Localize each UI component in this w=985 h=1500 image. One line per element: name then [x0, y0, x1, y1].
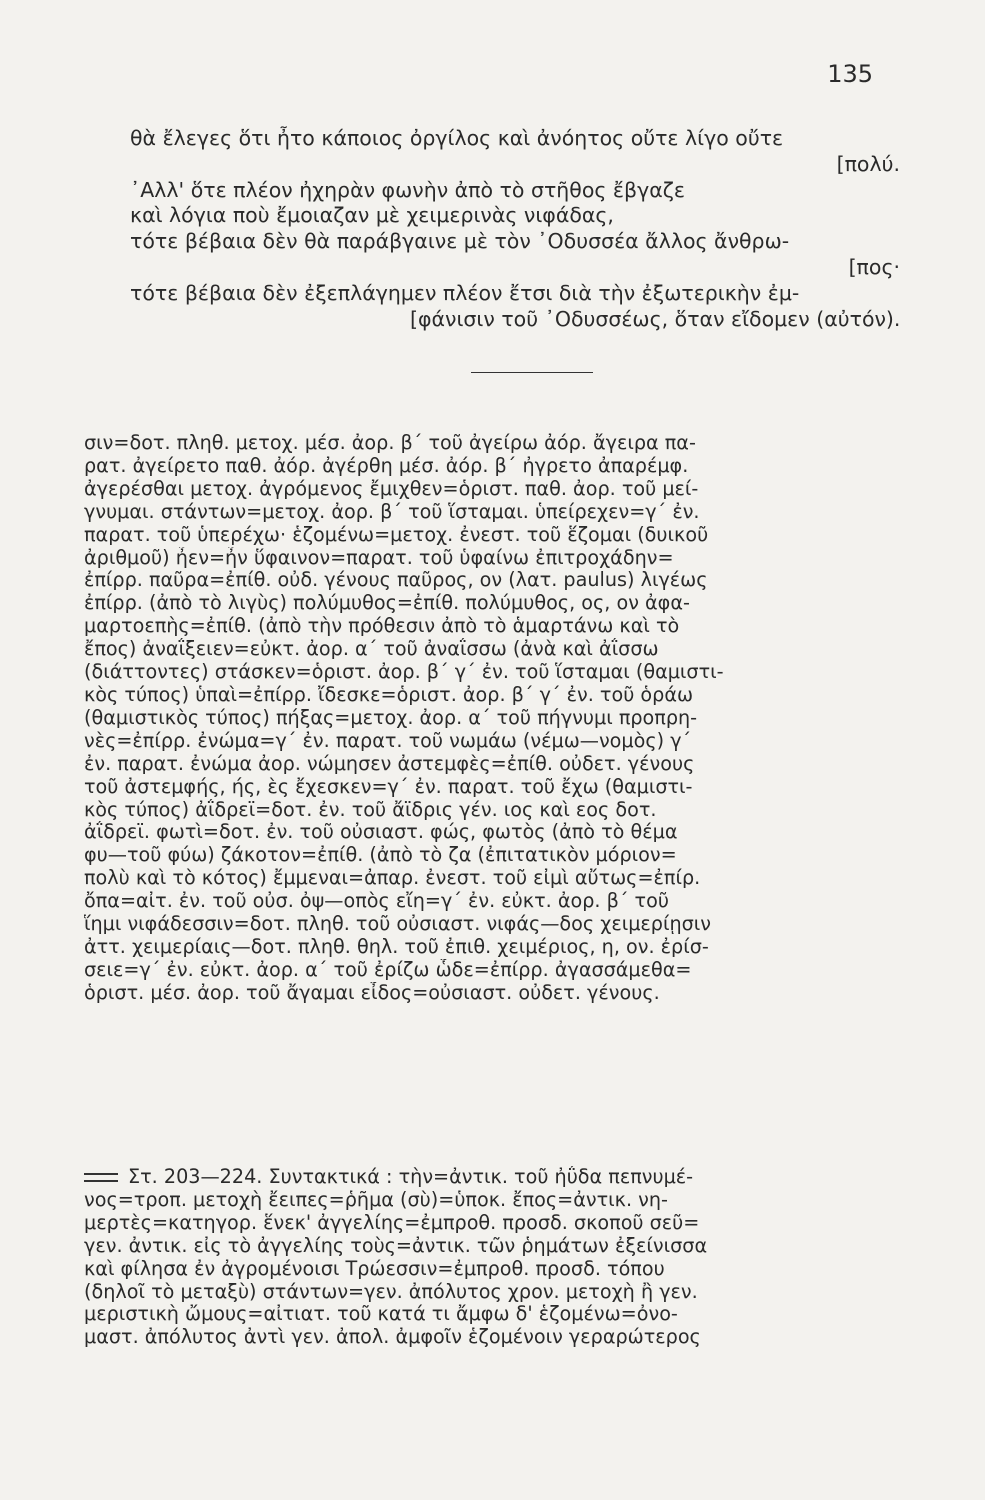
poem-line: [φάνισιν τοῦ ᾿Οδυσσέως, ὅταν εἴδομεν (αὐτόν).: [410, 306, 901, 331]
note-line: ἐπίρρ. παῦρα=ἐπίθ. οὐδ. γένους παῦρος, ον (λατ. paulus) λιγέως: [84, 569, 708, 592]
note-line: παρατ. τοῦ ὑπερέχω· ἑζομένω=μετοχ. ἐνεστ. τοῦ ἕζομαι (δυικοῦ: [84, 523, 709, 546]
note-line: ὄπα=αἰτ. ἐν. τοῦ οὐσ. ὀψ—οπὸς εἴη=γ΄ ἐν. εὐκτ. ἀορ. β΄ τοῦ: [84, 890, 669, 913]
page-number: 135: [827, 60, 873, 88]
note-line: κὸς τύπος) ὑπαὶ=ἐπίρρ. ἴδεσκε=ὁριστ. ἀορ. β΄ γ΄ ἐν. τοῦ ὁράω: [84, 683, 694, 706]
note-line: ἀττ. χειμερίαις—δοτ. πληθ. θηλ. τοῦ ἐπιθ. χειμέριος, η, ον. ἐρίσ-: [84, 935, 709, 958]
note-line: ἔπος) ἀναΐξειεν=εὐκτ. ἀορ. α΄ τοῦ ἀναΐσσω (ἀνὰ καὶ ἀΐσσω: [84, 638, 659, 661]
syntax-line: γεν. ἀντικ. εἰς τὸ ἀγγελίης τοὺς=ἀντικ. τῶν ῥημάτων ἐξείνισσα: [84, 1234, 708, 1257]
note-line: ὁριστ. μέσ. ἀορ. τοῦ ἄγαμαι εἶδος=οὐσιαστ. οὐδετ. γένους.: [84, 981, 660, 1004]
note-line: ρατ. ἀγείρετο παθ. ἀόρ. ἀγέρθη μέσ. ἀόρ. β΄ ἠγρετο ἀπαρέμφ.: [84, 454, 689, 477]
syntax-line: καὶ φίλησα ἐν ἀγρομένοισι Τρώεσσιν=ἐμπροθ. προσδ. τόπου: [84, 1257, 665, 1280]
note-line: σιν=δοτ. πληθ. μετοχ. μέσ. ἀορ. β΄ τοῦ ἀγείρω ἀόρ. ἄγειρα πα-: [84, 432, 696, 454]
poem-line: ᾿Αλλ' ὅτε πλέον ἠχηρὰν φωνὴν ἀπὸ τὸ στῆθος ἔβγαζε: [130, 177, 685, 202]
poem-line: τότε βέβαια δὲν θὰ παράβγαινε μὲ τὸν ᾿Οδυσσέα ἄλλος ἄνθρω-: [130, 229, 790, 254]
section-divider: [471, 372, 593, 373]
poem-line: καὶ λόγια ποὺ ἔμοιαζαν μὲ χειμερινὰς νιφάδας,: [130, 203, 614, 228]
grammatical-notes: [84, 432, 910, 1005]
note-line: ἵημι νιφάδεσσιν=δοτ. πληθ. τοῦ οὐσιαστ. νιφάς—δος χειμερίῃσιν: [84, 913, 712, 936]
poem-line: τότε βέβαια δὲν ἐξεπλάγημεν πλέον ἔτσι διὰ τὴν ἐξωτερικὴν ἐμ-: [130, 280, 800, 305]
note-line: ἐπίρρ. (ἀπὸ τὸ λιγὺς) πολύμυθος=ἐπίθ. πολύμυθος, ος, ον ἀφα-: [84, 592, 690, 615]
syntax-line: (δηλοῖ τὸ μεταξὺ) στάντων=γεν. ἀπόλυτος χρον. μετοχὴ ἢ γεν.: [84, 1280, 698, 1303]
syntax-line: μεριστικὴ ὤμους=αἰτιατ. τοῦ κατά τι ἄμφω δ' ἑζομένω=ὀνο-: [84, 1303, 678, 1326]
note-line: (διάττοντες) στάσκεν=ὁριστ. ἀορ. β΄ γ΄ ἐν. τοῦ ἵσταμαι (θαμιστι-: [84, 661, 724, 684]
syntax-notes: [84, 1166, 910, 1349]
poem-translation: [130, 126, 910, 332]
note-line: μαρτοεπὴς=ἐπίθ. (ἀπὸ τὴν πρόθεσιν ἀπὸ τὸ ἁμαρτάνω καὶ τὸ: [84, 615, 680, 638]
poem-line: θὰ ἔλεγες ὅτι ἦτο κάποιος ὀργίλος καὶ ἀνόητος οὔτε λίγο οὔτε: [130, 126, 784, 150]
note-line: ἐν. παρατ. ἐνώμα ἀορ. νώμησεν ἀστεμφὲς=ἐπίθ. οὐδετ. γένους: [84, 752, 695, 775]
poem-line: [πος·: [848, 254, 900, 279]
note-line: τοῦ ἀστεμφής, ής, ὲς ἔχεσκεν=γ΄ ἐν. παρατ. τοῦ ἔχω (θαμιστι-: [84, 775, 693, 798]
note-line: γνυμαι. στάντων=μετοχ. ἀορ. β΄ τοῦ ἵσταμαι. ὑπείρεχεν=γ΄ ἐν.: [84, 500, 700, 523]
note-line: φυ—τοῦ φύω) ζάκοτον=ἐπίθ. (ἀπὸ τὸ ζα (ἐπιτατικὸν μόριον=: [84, 844, 677, 867]
syntax-line: νος=τροπ. μετοχὴ ἔειπες=ῥῆμα (σὺ)=ὑποκ. ἔπος=ἀντικ. νη-: [84, 1188, 668, 1211]
note-line: νὲς=ἐπίρρ. ἐνώμα=γ΄ ἐν. παρατ. τοῦ νωμάω (νέμω—νομὸς) γ΄: [84, 729, 692, 752]
note-line: ἀΐδρεϊ. φωτὶ=δοτ. ἐν. τοῦ οὐσιαστ. φώς, φωτὸς (ἀπὸ τὸ θέμα: [84, 821, 678, 844]
note-line: ἀριθμοῦ) ἦεν=ἦν ὕφαινον=παρατ. τοῦ ὑφαίνω ἐπιτροχάδην=: [84, 546, 674, 569]
syntax-line: Στ. 203—224. Συντακτικά : τὴν=ἀντικ. τοῦ ἠΰδα πεπνυμέ-: [84, 1166, 910, 1189]
syntax-line: μερτὲς=κατηγορ. ἕνεκ' ἀγγελίης=ἐμπροθ. προσδ. σκοποῦ σεῦ=: [84, 1211, 700, 1234]
syntax-line: μαστ. ἀπόλυτος ἀντὶ γεν. ἀπολ. ἀμφοῖν ἑζομένοιν γεραρώτερος: [84, 1326, 701, 1349]
note-line: κὸς τύπος) ἀΐδρεϊ=δοτ. ἐν. τοῦ ἄϊδρις γέν. ιος καὶ εος δοτ.: [84, 798, 657, 821]
note-line: (θαμιστικὸς τύπος) πήξας=μετοχ. ἀορ. α΄ τοῦ πήγνυμι προπρη-: [84, 706, 698, 729]
note-line: σειε=γ΄ ἐν. εὐκτ. ἀορ. α΄ τοῦ ἐρίζω ὧδε=ἐπίρρ. ἀγασσάμεθα=: [84, 958, 692, 981]
note-line: πολὺ καὶ τὸ κότος) ἔμμεναι=ἀπαρ. ἐνεστ. τοῦ εἰμὶ αὔτως=ἐπίρ.: [84, 867, 701, 890]
note-line: ἀγερέσθαι μετοχ. ἀγρόμενος ἔμιχθεν=ὁριστ. παθ. ἀορ. τοῦ μεί-: [84, 477, 699, 500]
poem-line: [πολύ.: [836, 151, 900, 176]
